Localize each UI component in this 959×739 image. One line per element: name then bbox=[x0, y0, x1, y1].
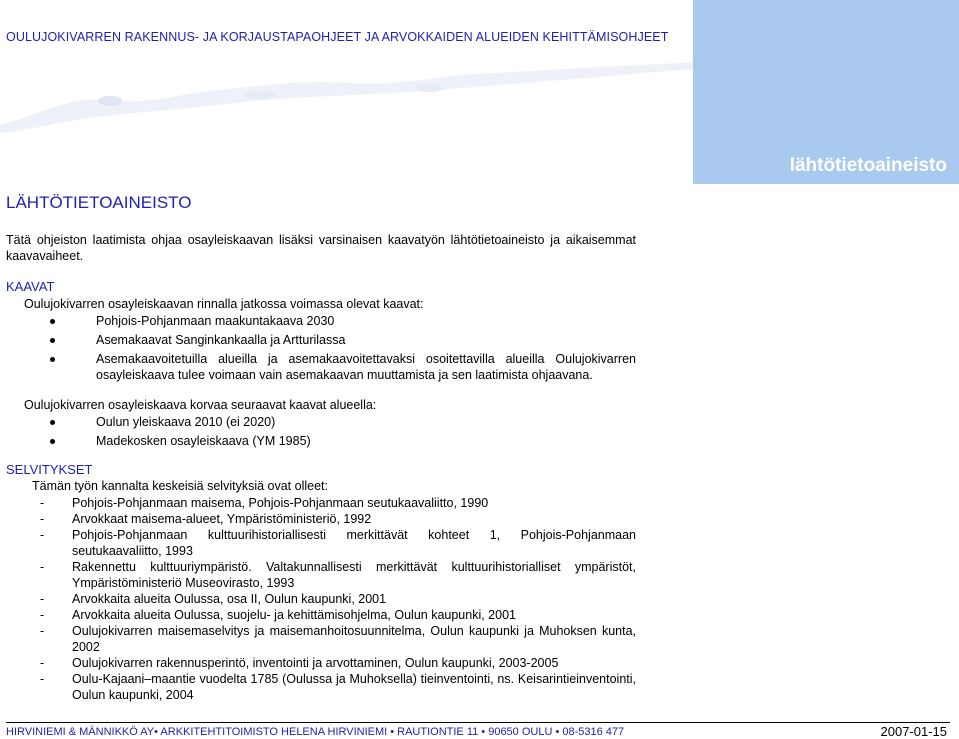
page-heading: LÄHTÖTIETOAINEISTO bbox=[6, 193, 192, 212]
footer-date: 2007-01-15 bbox=[880, 724, 947, 739]
list-item: - Arvokkaita alueita Oulussa, osa II, Oulun kaupunki, 2001 bbox=[40, 591, 636, 607]
list-item: - Arvokkaat maisema-alueet, Ympäristöministeriö, 1992 bbox=[40, 511, 636, 527]
kaavat-list bbox=[50, 313, 636, 386]
header-area bbox=[0, 0, 693, 184]
kaavat-lead-2: Oulujokivarren osayleiskaava korvaa seuraavat kaavat alueella: bbox=[24, 398, 377, 412]
selvitykset-list bbox=[40, 495, 636, 703]
selvitykset-heading: SELVITYKSET bbox=[6, 462, 93, 477]
kaavat-heading: KAAVAT bbox=[6, 279, 55, 294]
section-tab bbox=[693, 0, 959, 184]
list-item: Asemakaavat Sanginkankaalla ja Artturilassa bbox=[50, 332, 636, 348]
list-item: - Pohjois-Pohjanmaan maisema, Pohjois-Pohjanmaan seutukaavaliitto, 1990 bbox=[40, 495, 636, 511]
document-header-title: OULUJOKIVARREN RAKENNUS- JA KORJAUSTAPAOHJEET JA ARVOKKAIDEN ALUEIDEN KEHITTÄMISOHJEET bbox=[6, 30, 669, 44]
intro-paragraph: Tätä ohjeiston laatimista ohjaa osayleiskaavan lisäksi varsinaisen kaavatyön lähtötietoaineisto ja aikaisemmat kaavavaiheet. bbox=[6, 233, 636, 263]
footer-divider bbox=[6, 722, 950, 723]
footer-company: HIRVINIEMI & MÄNNIKKÖ AY• ARKKITEHTITOIMISTO HELENA HIRVINIEMI • RAUTIONTIE 11 • 90650 OULU • 08-5316 477 bbox=[6, 726, 625, 738]
river-map-graphic bbox=[0, 55, 693, 135]
list-item: Oulun yleiskaava 2010 (ei 2020) bbox=[50, 414, 636, 430]
list-item: Pohjois-Pohjanmaan maakuntakaava 2030 bbox=[50, 313, 636, 329]
korvattavat-list bbox=[50, 414, 636, 452]
list-item: - Pohjois-Pohjanmaan kulttuurihistoriallisesti merkittävät kohteet 1, Pohjois-Pohjanmaan seutukaavaliitto, 1993 bbox=[40, 527, 636, 559]
selvitykset-lead: Tämän työn kannalta keskeisiä selvityksiä ovat olleet: bbox=[32, 479, 328, 493]
list-item: Madekosken osayleiskaava (YM 1985) bbox=[50, 433, 636, 449]
section-tab-label: lähtötietoaineisto bbox=[789, 155, 947, 176]
list-item: - Oulu-Kajaani–maantie vuodelta 1785 (Oulussa ja Muhoksella) tieinventointi, ns. Keisarintieinventointi, Oulun kaupunki, 2004 bbox=[40, 671, 636, 703]
kaavat-lead: Oulujokivarren osayleiskaavan rinnalla jatkossa voimassa olevat kaavat: bbox=[24, 297, 424, 311]
list-item: - Oulujokivarren maisemaselvitys ja maisemanhoitosuunnitelma, Oulun kaupunki ja Muhoksen kunta, 2002 bbox=[40, 623, 636, 655]
list-item: - Arvokkaita alueita Oulussa, suojelu- ja kehittämisohjelma, Oulun kaupunki, 2001 bbox=[40, 607, 636, 623]
list-item: - Oulujokivarren rakennusperintö, inventointi ja arvottaminen, Oulun kaupunki, 2003-2005 bbox=[40, 655, 636, 671]
list-item: Asemakaavoitetuilla alueilla ja asemakaavoitettavaksi osoitettavilla alueilla Oulujokivarren osayleiskaava tulee voimaan vain asemakaavan muuttamista ja sen laatimista ohjaavana. bbox=[50, 351, 636, 383]
list-item: - Rakennettu kulttuuriympäristö. Valtakunnallisesti merkittävät kulttuurihistorialliset ympäristöt, Ympäristöministeriö Museovirasto, 1993 bbox=[40, 559, 636, 591]
